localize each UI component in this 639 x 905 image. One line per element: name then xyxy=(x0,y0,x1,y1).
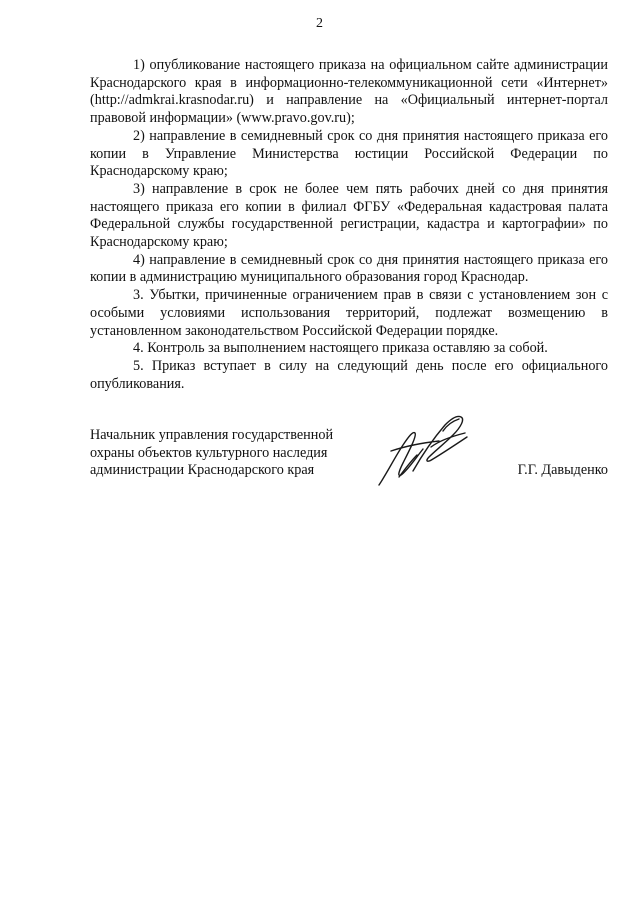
page-number: 2 xyxy=(316,16,323,31)
paragraph-publication: 1) опубликование настоящего приказа на официальном сайте администрации Краснодарского края в информационно-телекоммуникационной сети «Интернет» (http://admkrai.krasnodar.ru) и направление на «Официальный интернет-портал правовой информации» (www.pravo.gov.ru); xyxy=(90,57,608,127)
paragraph-city-administration: 4) направление в семидневный срок со дня принятия настоящего приказа его копии в администрацию муниципального образования город Краснодар. xyxy=(90,251,608,286)
paragraph-entry-into-force: 5. Приказ вступает в силу на следующий день после его официального опубликования. xyxy=(90,357,608,392)
paragraph-ministry-of-justice: 2) направление в семидневный срок со дня принятия настоящего приказа его копии в Управление Министерства юстиции Российской Федерации по Краснодарскому краю; xyxy=(90,127,608,180)
signer-position xyxy=(90,427,360,480)
paragraph-control: 4. Контроль за выполнением настоящего приказа оставляю за собой. xyxy=(133,340,548,357)
handwritten-signature xyxy=(373,411,478,491)
signer-position-line: Начальник управления государственной xyxy=(90,427,334,443)
signature-block xyxy=(90,427,608,497)
paragraph-cadastral-chamber: 3) направление в срок не более чем пять рабочих дней со дня принятия настоящего приказа его копии в филиал ФГБУ «Федеральная кадастровая палата Федеральной службы государственной регистрации, кадастра и картографии» по Краснодарскому краю; xyxy=(90,180,608,251)
signer-position-line: охраны объектов культурного наследия xyxy=(90,444,328,461)
signer-name: Г.Г. Давыденко xyxy=(517,462,608,478)
document-body xyxy=(90,57,608,393)
signer-position-line: администрации Краснодарского края xyxy=(90,462,315,479)
paragraph-losses-compensation: 3. Убытки, причиненные ограничением прав в связи с установлением зон с особыми условиями использования территорий, подлежат возмещению в установленном законодательством Российской Федерации порядке. xyxy=(90,287,608,339)
